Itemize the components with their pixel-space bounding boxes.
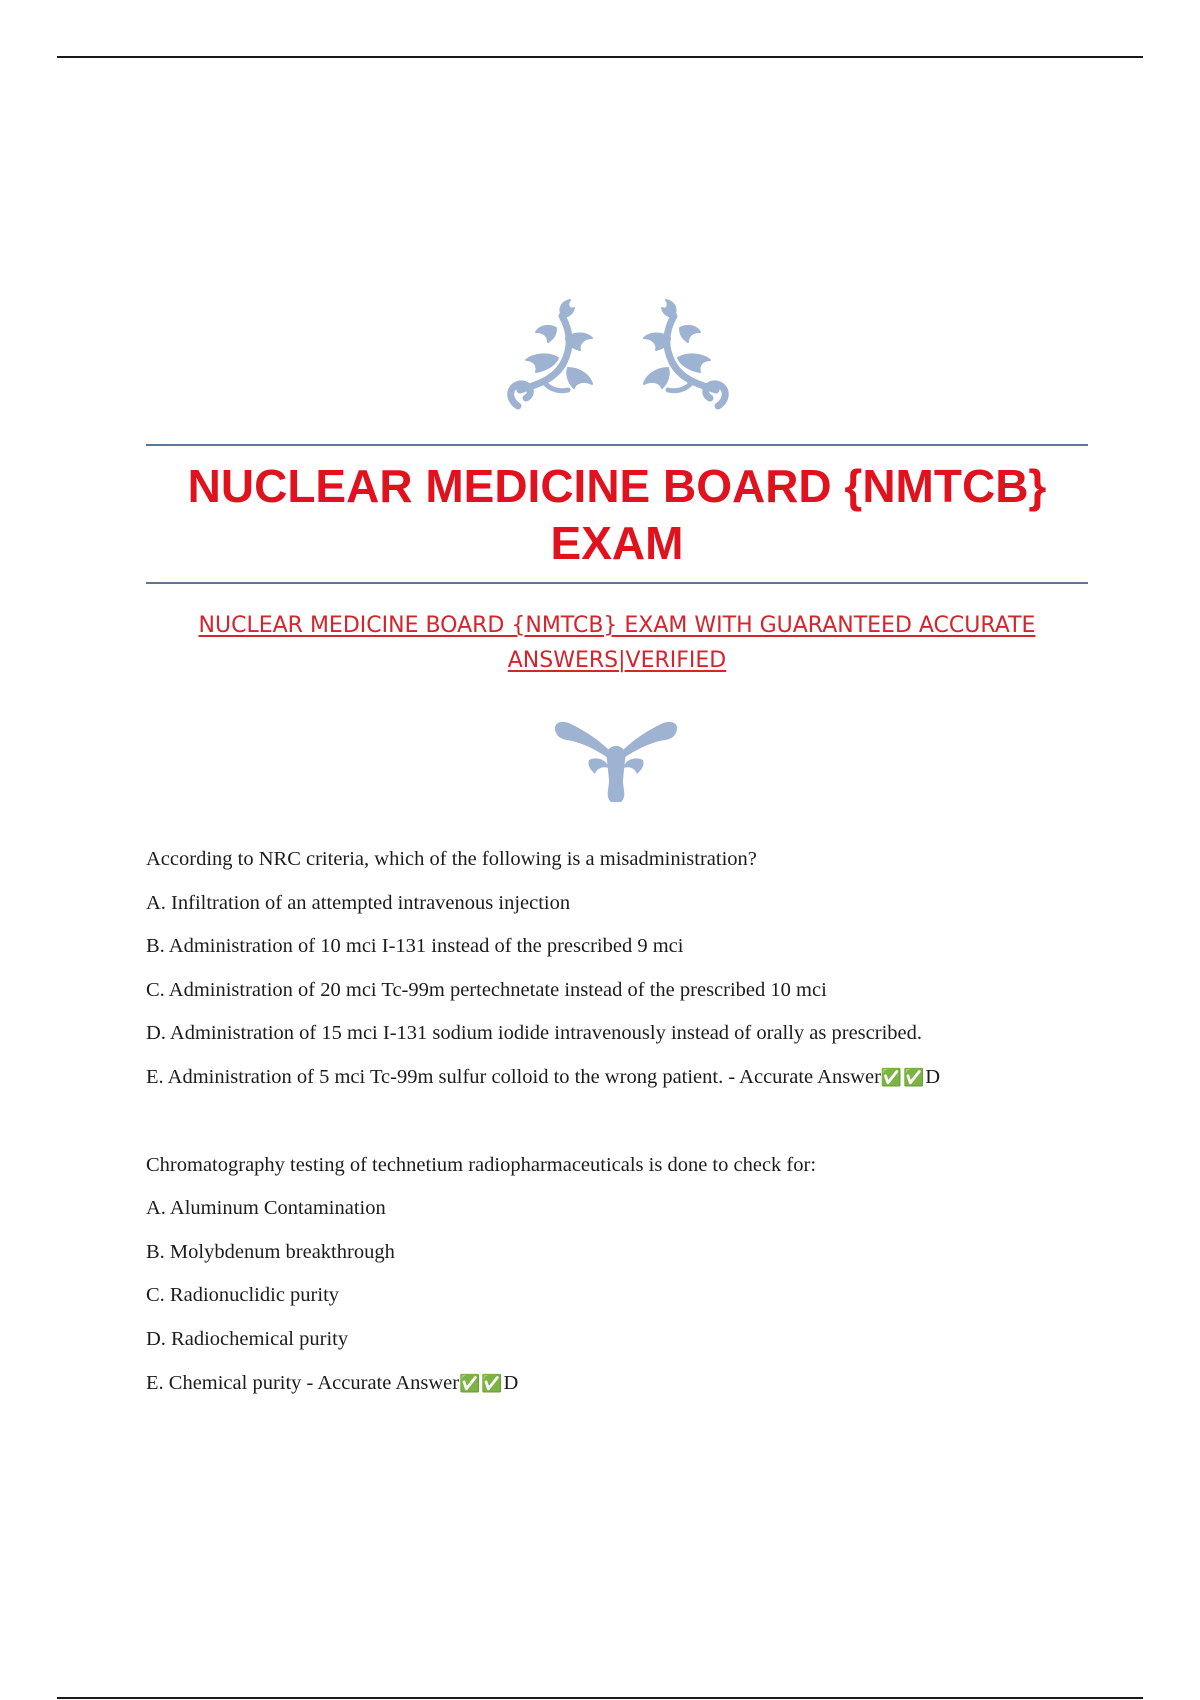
option-e-with-answer bbox=[146, 1362, 1106, 1406]
fleur-divider-icon bbox=[553, 720, 679, 804]
question-block-2 bbox=[146, 1144, 1106, 1406]
check-circle-icon: ✅✅ bbox=[459, 1373, 504, 1393]
answer-value: D bbox=[503, 1371, 519, 1394]
page-top-rule bbox=[57, 56, 1143, 58]
page-bottom-rule bbox=[57, 1697, 1143, 1699]
document-subtitle[interactable]: NUCLEAR MEDICINE BOARD {NMTCB} EXAM WITH GUARANTEED ACCURATE ANSWERS|VERIFIED bbox=[198, 613, 1036, 673]
option-b: B. Administration of 10 mci I-131 instead of the prescribed 9 mci bbox=[146, 935, 684, 958]
option-a: A. Infiltration of an attempted intravenous injection bbox=[146, 891, 571, 914]
option-e-with-answer bbox=[146, 1056, 1106, 1100]
floral-flourish-icon bbox=[500, 298, 736, 424]
option-d: D. Administration of 15 mci I-131 sodium iodide intravenously instead of orally as prescribed. bbox=[146, 1022, 923, 1045]
answer-label: - Accurate Answer bbox=[306, 1371, 460, 1394]
question-text: Chromatography testing of technetium radiopharmaceuticals is done to check for: bbox=[146, 1153, 817, 1176]
document-title: NUCLEAR MEDICINE BOARD {NMTCB} EXAM bbox=[187, 460, 1047, 569]
option-b: B. Molybdenum breakthrough bbox=[146, 1240, 395, 1263]
option-a: A. Aluminum Contamination bbox=[146, 1197, 386, 1220]
answer-label: - Accurate Answer bbox=[728, 1065, 881, 1088]
title-rule-bottom bbox=[146, 582, 1088, 584]
question-text: According to NRC criteria, which of the following is a misadministration? bbox=[146, 848, 757, 870]
answer-value: D bbox=[925, 1065, 941, 1088]
option-d: D. Radiochemical purity bbox=[146, 1327, 349, 1350]
option-e: E. Chemical purity bbox=[146, 1371, 302, 1394]
option-e: E. Administration of 5 mci Tc-99m sulfur colloid to the wrong patient. bbox=[146, 1065, 724, 1088]
question-list bbox=[146, 838, 1106, 1405]
option-c: C. Administration of 20 mci Tc-99m pertechnetate instead of the prescribed 10 mci bbox=[146, 978, 827, 1001]
check-circle-icon: ✅✅ bbox=[880, 1067, 926, 1087]
option-c: C. Radionuclidic purity bbox=[146, 1284, 340, 1307]
question-block-1 bbox=[146, 838, 1106, 1100]
title-rule-top bbox=[146, 444, 1088, 446]
